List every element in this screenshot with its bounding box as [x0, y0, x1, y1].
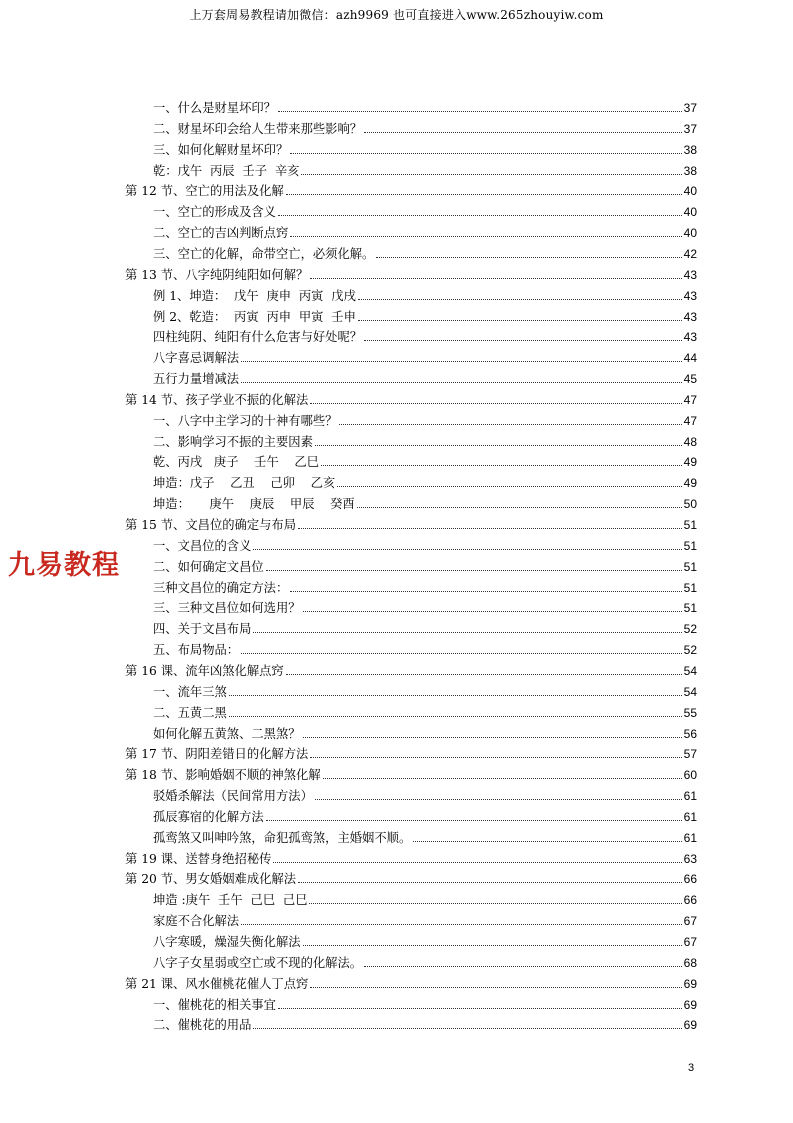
- toc-entry-page: 60: [683, 768, 697, 783]
- toc-entry[interactable]: [153, 533, 697, 553]
- toc-entry-page: 38: [683, 163, 697, 178]
- dot-leader: [286, 194, 682, 195]
- toc-entry-page: 49: [683, 476, 697, 491]
- toc-entry-page: 47: [683, 413, 697, 428]
- toc-entry-page: 49: [683, 455, 697, 470]
- toc-entry[interactable]: [153, 554, 697, 574]
- toc-entry-title: 家庭不合化解法: [153, 914, 240, 929]
- toc-entry-page: 56: [683, 726, 697, 741]
- toc-entry-title: 第 16 课、流年凶煞化解点窍: [125, 663, 284, 678]
- toc-section-entry[interactable]: [125, 762, 697, 782]
- toc-entry[interactable]: [153, 116, 697, 136]
- toc-entry-title: 三种文昌位的确定方法：: [153, 580, 289, 595]
- toc-entry-title: 二、如何确定文昌位: [153, 559, 264, 574]
- toc-entry[interactable]: [153, 1012, 697, 1032]
- dot-leader: [337, 486, 681, 487]
- dot-leader: [357, 507, 682, 508]
- toc-entry-title: 二、影响学习不振的主要因素: [153, 434, 313, 449]
- toc-entry-title: 一、空亡的形成及含义: [153, 205, 276, 220]
- dot-leader: [290, 153, 681, 154]
- toc-entry-page: 40: [683, 226, 697, 241]
- toc-entry-title: 一、八字中主学习的十神有哪些？: [153, 413, 338, 428]
- toc-entry-title: 一、流年三煞: [153, 684, 227, 699]
- dot-leader: [241, 924, 682, 925]
- toc-entry-page: 47: [683, 392, 697, 407]
- toc-entry[interactable]: [153, 366, 697, 386]
- toc-entry-title: 三、三种文昌位如何选用？: [153, 601, 301, 616]
- dot-leader: [364, 340, 682, 341]
- toc-entry-page: 63: [683, 851, 697, 866]
- dot-leader: [376, 257, 681, 258]
- toc-entry-page: 51: [683, 518, 697, 532]
- toc-entry[interactable]: [153, 449, 697, 469]
- toc-entry-title: 例 1、坤造： 戊午 庚申 丙寅 戊戌: [153, 288, 356, 303]
- toc-entry-page: 43: [683, 267, 697, 282]
- toc-entry-page: 38: [683, 142, 697, 157]
- toc-entry-page: 67: [683, 914, 697, 929]
- toc-section-entry[interactable]: [125, 387, 697, 407]
- toc-entry-page: 61: [683, 789, 697, 804]
- toc-entry-title: 第 21 课、风水催桃花催人丁点窍: [125, 976, 309, 991]
- toc-entry-title: 五行力量增减法: [153, 372, 240, 387]
- toc-entry-title: 第 13 节、八字纯阴纯阳如何解？: [125, 267, 309, 282]
- dot-leader: [253, 632, 681, 633]
- toc-entry-title: 例 2、乾造： 丙寅 丙申 甲寅 壬申: [153, 309, 356, 324]
- toc-section-entry[interactable]: [125, 866, 697, 886]
- toc-entry-page: 69: [683, 1018, 697, 1033]
- toc-entry[interactable]: [153, 887, 697, 907]
- toc-entry-page: 51: [683, 601, 697, 616]
- toc-entry[interactable]: [153, 220, 697, 240]
- toc-entry[interactable]: [153, 595, 697, 615]
- toc-entry-title: 三、空亡的化解，命带空亡，必须化解。: [153, 246, 375, 261]
- toc-entry-title: 第 18 节、影响婚姻不顺的神煞化解: [125, 768, 321, 783]
- toc-entry[interactable]: [153, 429, 697, 449]
- toc-entry-title: 乾、丙戌 庚子 壬午 乙巳: [153, 455, 319, 470]
- dot-leader: [241, 361, 682, 362]
- toc-entry-page: 43: [683, 309, 697, 324]
- toc-entry-title: 一、文昌位的含义: [153, 538, 252, 553]
- toc-entry-title: 一、催桃花的相关事宜: [153, 997, 276, 1012]
- toc-entry-page: 68: [683, 955, 697, 970]
- dot-leader: [310, 278, 681, 279]
- dot-leader: [364, 966, 682, 967]
- toc-entry-title: 坤造 :庚午 壬午 己巳 己巳: [153, 893, 308, 908]
- toc-entry-title: 四柱纯阴、纯阳有什么危害与好处呢？: [153, 330, 363, 345]
- toc-entry-title: 乾：戊午 丙辰 壬子 辛亥: [153, 163, 300, 178]
- dot-leader: [266, 820, 682, 821]
- toc-entry[interactable]: [153, 491, 697, 511]
- dot-leader: [303, 737, 682, 738]
- toc-entry[interactable]: [153, 783, 697, 803]
- toc-entry-title: 第 20 节、男女婚姻难成化解法: [125, 872, 297, 887]
- toc-section-entry[interactable]: [125, 658, 697, 678]
- toc-entry-page: 52: [683, 643, 697, 658]
- toc-entry-page: 67: [683, 935, 697, 949]
- toc-entry[interactable]: [153, 575, 697, 595]
- dot-leader: [229, 695, 682, 696]
- toc-entry-page: 37: [683, 121, 697, 136]
- toc-entry-page: 57: [683, 747, 697, 762]
- dot-leader: [309, 903, 681, 904]
- toc-entry-title: 二、催桃花的用品: [153, 1018, 252, 1033]
- toc-entry-title: 坤造： 庚午 庚辰 甲辰 癸酉: [153, 497, 355, 512]
- toc-entry[interactable]: [153, 700, 697, 720]
- toc-entry-page: 54: [683, 684, 697, 699]
- dot-leader: [241, 382, 682, 383]
- dot-leader: [266, 570, 682, 571]
- toc-entry-page: 69: [683, 997, 697, 1012]
- dot-leader: [303, 611, 682, 612]
- toc-entry-title: 二、五黄二黑: [153, 705, 227, 720]
- toc-entry-page: 61: [683, 809, 697, 824]
- toc-entry-page: 66: [683, 872, 697, 887]
- toc-entry[interactable]: [153, 95, 697, 115]
- toc-entry[interactable]: [153, 679, 697, 699]
- dot-leader: [310, 987, 681, 988]
- toc-entry[interactable]: [153, 825, 697, 845]
- dot-leader: [323, 778, 682, 779]
- dot-leader: [298, 528, 682, 529]
- toc-section-entry[interactable]: [125, 971, 697, 991]
- dot-leader: [278, 1008, 682, 1009]
- toc-entry[interactable]: [153, 470, 697, 490]
- toc-entry-page: 44: [683, 351, 697, 366]
- toc-entry[interactable]: [153, 137, 697, 157]
- toc-entry-title: 第 15 节、文昌位的确定与布局: [125, 518, 297, 532]
- toc-entry-page: 50: [683, 497, 697, 512]
- toc-entry[interactable]: [153, 158, 697, 178]
- toc-entry-page: 54: [683, 663, 697, 678]
- dot-leader: [278, 111, 682, 112]
- toc-entry-page: 40: [683, 184, 697, 199]
- toc-entry-page: 40: [683, 205, 697, 220]
- toc-section-entry[interactable]: [125, 512, 697, 532]
- dot-leader: [286, 674, 682, 675]
- toc-entry-page: 55: [683, 705, 697, 720]
- toc-entry[interactable]: [153, 408, 697, 428]
- toc-entry[interactable]: [153, 908, 697, 928]
- toc-entry-title: 第 19 课、送替身绝招秘传: [125, 851, 272, 866]
- dot-leader: [301, 174, 681, 175]
- toc-entry-page: 69: [683, 976, 697, 991]
- toc-entry-page: 61: [683, 830, 697, 845]
- toc-entry[interactable]: [153, 304, 697, 324]
- toc-entry[interactable]: [153, 929, 697, 949]
- toc-entry[interactable]: [153, 241, 697, 261]
- toc-entry-page: 52: [683, 622, 697, 637]
- toc-entry[interactable]: [153, 616, 697, 636]
- toc-entry[interactable]: [153, 637, 697, 657]
- toc-entry-page: 51: [683, 580, 697, 595]
- toc-entry-title: 第 17 节、阴阳差错日的化解方法: [125, 747, 309, 762]
- dot-leader: [358, 299, 682, 300]
- toc-entry-page: 42: [683, 246, 697, 261]
- watermark-logo: 九易教程: [8, 550, 120, 581]
- toc-entry-title: 二、财星坏印会给人生带来那些影响？: [153, 121, 363, 136]
- toc-entry-page: 45: [683, 372, 697, 387]
- toc-section-entry[interactable]: [125, 262, 697, 282]
- toc-entry-title: 如何化解五黄煞、二黑煞？: [153, 726, 301, 741]
- dot-leader: [339, 424, 681, 425]
- dot-leader: [278, 215, 682, 216]
- dot-leader: [303, 945, 682, 946]
- toc-entry-page: 48: [683, 434, 697, 449]
- toc-entry[interactable]: [153, 992, 697, 1012]
- dot-leader: [321, 465, 682, 466]
- toc-entry-title: 孤辰寡宿的化解方法: [153, 809, 264, 824]
- page-header: 上万套周易教程请加微信：azh9969 也可直接进入www.265zhouyiw.com: [189, 8, 604, 22]
- dot-leader: [229, 716, 682, 717]
- page-number: 3: [688, 1062, 695, 1074]
- dot-leader: [310, 403, 681, 404]
- dot-leader: [358, 320, 682, 321]
- dot-leader: [253, 549, 681, 550]
- toc-entry-title: 四、关于文昌布局: [153, 622, 252, 637]
- toc-entry-title: 驳婚杀解法（民间常用方法）: [153, 789, 313, 804]
- dot-leader: [315, 799, 682, 800]
- toc-entry[interactable]: [153, 804, 697, 824]
- toc-entry-title: 第 12 节、空亡的用法及化解: [125, 184, 284, 199]
- toc-entry-title: 八字寒暖，燥湿失衡化解法: [153, 935, 301, 949]
- toc-entry-title: 孤鸾煞又叫呻吟煞，命犯孤鸾煞，主婚姻不顺。: [153, 830, 412, 845]
- dot-leader: [290, 236, 681, 237]
- toc-section-entry[interactable]: [125, 846, 697, 866]
- toc-entry-title: 二、空亡的吉凶判断点窍: [153, 226, 289, 241]
- dot-leader: [273, 862, 681, 863]
- dot-leader: [315, 445, 682, 446]
- toc-entry[interactable]: [153, 199, 697, 219]
- toc-entry-page: 43: [683, 288, 697, 303]
- toc-entry-title: 第 14 节、孩子学业不振的化解法: [125, 392, 309, 407]
- dot-leader: [413, 841, 681, 842]
- toc-entry-page: 66: [683, 893, 697, 908]
- dot-leader: [241, 653, 682, 654]
- toc-entry-title: 三、如何化解财星坏印？: [153, 142, 289, 157]
- toc-section-entry[interactable]: [125, 178, 697, 198]
- toc-entry-page: 51: [683, 559, 697, 574]
- toc-entry-page: 37: [683, 101, 697, 115]
- dot-leader: [253, 1028, 681, 1029]
- dot-leader: [364, 132, 682, 133]
- dot-leader: [290, 591, 681, 592]
- toc-entry-page: 43: [683, 330, 697, 345]
- toc-entry-title: 八字喜忌调解法: [153, 351, 240, 366]
- dot-leader: [298, 882, 682, 883]
- toc-entry[interactable]: [153, 950, 697, 970]
- toc-entry-title: 五、布局物品：: [153, 643, 240, 658]
- toc-entry[interactable]: [153, 324, 697, 344]
- toc-entry-page: 51: [683, 538, 697, 553]
- toc-section-entry[interactable]: [125, 741, 697, 761]
- toc-entry[interactable]: [153, 345, 697, 365]
- toc-entry-title: 一、什么是财星坏印？: [153, 101, 276, 115]
- toc-entry-title: 八字子女星弱或空亡或不现的化解法。: [153, 955, 363, 970]
- toc-entry[interactable]: [153, 283, 697, 303]
- toc-entry[interactable]: [153, 721, 697, 741]
- dot-leader: [310, 757, 681, 758]
- toc-entry-title: 坤造：戊子 乙丑 己卯 乙亥: [153, 476, 336, 491]
